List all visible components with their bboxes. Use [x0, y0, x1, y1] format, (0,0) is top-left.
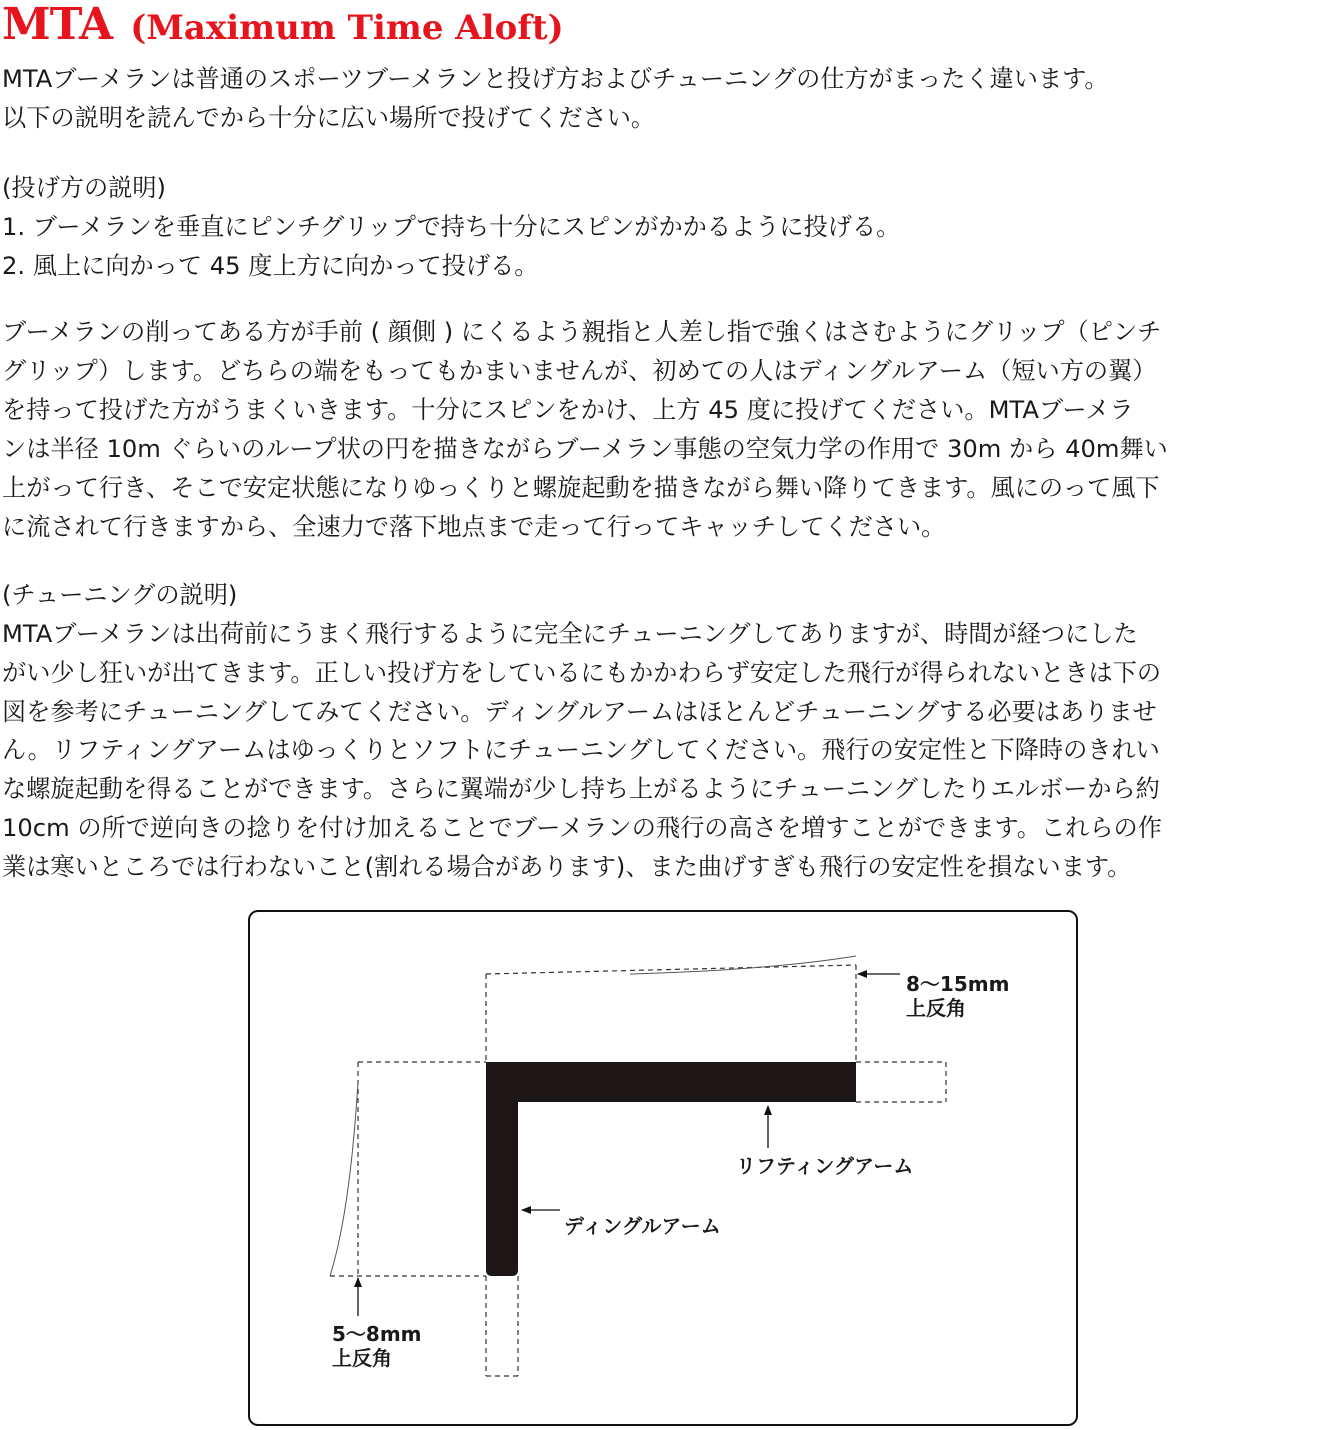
tuning-paragraph-line: ん。リフティングアームはゆっくりとソフトにチューニングしてください。飛行の安定性と下降時のきれい [2, 736, 1160, 764]
throwing-step: 2. 風上に向かって 45 度上方に向かって投げる。 [2, 252, 539, 280]
tuning-paragraph-line: MTAブーメランは出荷前にうまく飛行するように完全にチューニングしてありますが、時間が経つにした [2, 620, 1138, 648]
title-subtitle: (Maximum Time Aloft) [130, 8, 564, 48]
throwing-paragraph-line: ンは半径 10m ぐらいのループ状の円を描きながらブーメラン事態の空気力学の作用で 30m から 40m舞い [2, 435, 1168, 463]
tuning-paragraph-line: 業は寒いところでは行わないこと(割れる場合があります)、また曲げすぎも飛行の安定性を損ないます。 [2, 853, 1132, 881]
lifting-arm-label: リフティングアーム [736, 1154, 914, 1178]
dingle-dihedral-label [332, 1322, 422, 1370]
lifting-dihedral-caption: 上反角 [906, 996, 966, 1020]
throwing-paragraph-line: グリップ）します。どちらの端をもってもかまいませんが、初めての人はディングルアーム（短い方の翼） [2, 357, 1157, 385]
throwing-heading: (投げ方の説明) [2, 174, 166, 202]
dingle-arm-dihedral-outline [330, 1062, 486, 1276]
lifting-arm-tip-extension [856, 1062, 946, 1102]
lifting-arm-dihedral-outline [486, 965, 856, 1062]
tuning-diagram [248, 910, 1078, 1426]
intro-line: 以下の説明を読んでから十分に広い場所で投げてください。 [2, 104, 656, 132]
throwing-paragraph-line: 上がって行き、そこで安定状態になりゆっくりと螺旋起動を描きながら舞い降りてきます。風にのって風下 [2, 474, 1160, 502]
lifting-arm-bend-curve [630, 956, 856, 974]
intro-line: MTAブーメランは普通のスポーツブーメランと投げ方およびチューニングの仕方がまったく違います。 [2, 65, 1109, 93]
lifting-dihedral-value: 8〜15mm [906, 972, 1010, 996]
throwing-paragraph-line: に流されて行きますから、全速力で落下地点まで走って行ってキャッチしてください。 [2, 513, 946, 541]
dingle-arm-bend-curve [330, 1082, 358, 1276]
tuning-paragraph-line: 図を参考にチューニングしてみてください。ディングルアームはほとんどチューニングする必要はありませ [2, 698, 1157, 726]
title-main: MTA [2, 0, 113, 50]
throwing-step: 1. ブーメランを垂直にピンチグリップで持ち十分にスピンがかかるように投げる。 [2, 213, 901, 241]
tuning-paragraph-line: な螺旋起動を得ることができます。さらに翼端が少し持ち上がるようにチューニングしたりエルボーから約 [2, 775, 1160, 803]
throwing-paragraph-line: ブーメランの削ってある方が手前 ( 顔側 ) にくるよう親指と人差し指で強くはさむようにグリップ（ピンチ [2, 318, 1162, 346]
lifting-dihedral-label [906, 972, 1009, 1020]
tuning-paragraph-line: 10cm の所で逆向きの捻りを付け加えることでブーメランの飛行の高さを増すことができます。これらの作 [2, 814, 1162, 842]
dingle-arm-tip-extension [486, 1276, 518, 1376]
page-title [2, 0, 564, 50]
dingle-dihedral-value: 5〜8mm [332, 1322, 422, 1346]
dingle-dihedral-caption: 上反角 [332, 1346, 392, 1370]
tuning-heading: (チューニングの説明) [2, 581, 238, 609]
dingle-arm-label: ディングルアーム [564, 1214, 721, 1238]
throwing-paragraph-line: を持って投げた方がうまくいきます。十分にスピンをかけ、上方 45 度に投げてください。MTAブーメラ [2, 396, 1134, 424]
tuning-paragraph-line: がい少し狂いが出てきます。正しい投げ方をしているにもかかわらず安定した飛行が得られないときは下の [2, 659, 1162, 687]
